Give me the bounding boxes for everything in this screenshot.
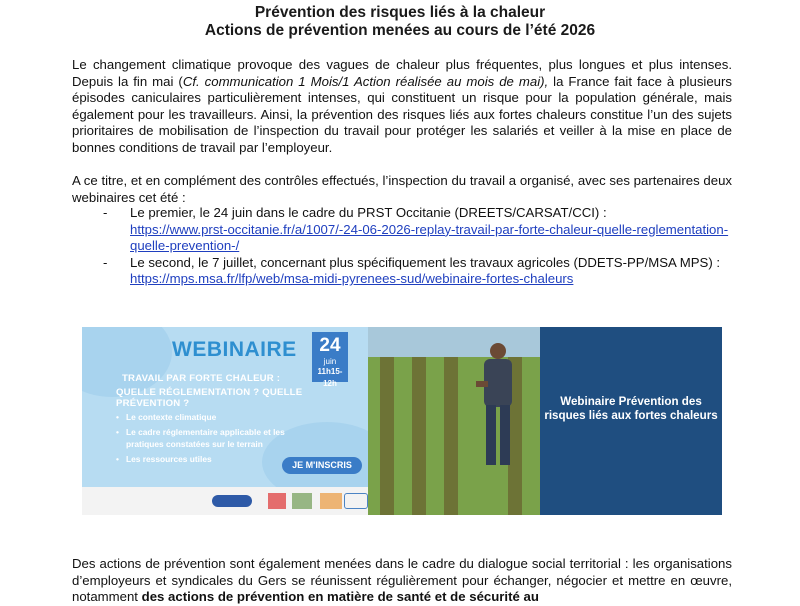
document-subtitle: Actions de prévention menées au cours de l’été 2026: [204, 22, 596, 39]
paragraph-social-part1: Des actions de prévention sont également menées dans le cadre du dialogue social territorial : les organisations d’employeurs et syndicales du Gers se réunissent régulièrement pour échanger, négocier et mettre en œuvre, notamment: [72, 556, 732, 605]
paragraph-intro-part1: Le changement climatique provoque des vagues de chaleur plus fréquentes, plus longues et plus intenses. Depuis la fin mai (: [72, 57, 732, 89]
banner-right-text: Webinaire Prévention des risques liés aux fortes chaleurs: [544, 395, 718, 423]
farmer-figure: [476, 341, 516, 481]
banner-subtitle-line1: TRAVAIL PAR FORTE CHALEUR :: [122, 373, 281, 384]
paragraph-webinars: A ce titre, et en complément des contrôles effectués, l’inspection du travail a organisé, avec ses partenaires deux webinaires cet été :: [72, 173, 732, 205]
banner-date-box: [312, 332, 348, 388]
webinar-banner-image: [82, 327, 722, 515]
field-furrow: [412, 357, 426, 515]
banner-right-panel: [540, 327, 722, 515]
list-dash: -: [103, 205, 108, 220]
field-furrow: [380, 357, 394, 515]
list-item-text: Le premier, le 24 juin dans le cadre du PRST Occitanie (DREETS/CARSAT/CCI) :: [130, 205, 607, 220]
register-button[interactable]: JE M'INSCRIS: [282, 457, 362, 474]
banner-date-month: juin: [323, 357, 337, 366]
paragraph-intro-italic: Cf. communication 1 Mois/1 Action réalisée au mois de mai),: [182, 73, 549, 89]
banner-date-hours: 11h15-12h: [317, 367, 343, 388]
carsat-logo: [344, 493, 368, 509]
webinar-list: [100, 205, 732, 288]
occitanie-logo: [212, 495, 252, 507]
webinar-link-prst[interactable]: https://www.prst-occitanie.fr/a/1007/-24-06-2026-replay-travail-par-forte-chaleur-quelle-reglementation-quelle-prevention-/: [130, 221, 729, 254]
farmer-field-photo: [368, 327, 540, 515]
paragraph-intro-part2: la France fait face à plusieurs épisodes caniculaires particulièrement intenses, qui constituent un risque pour la population générale, mais également pour les travailleurs. Ainsi, la prévention des risques liés aux fortes chaleurs constitue l’un des sujets prioritaires de mobilisation de l’inspection du travail pour protéger les salariés et veiller à la mise en place de bonnes conditions de travail par l’employeur.: [72, 73, 733, 155]
list-item-text: Le second, le 7 juillet, concernant plus spécifiquement les travaux agricoles (DDETS-PP/MSA MPS) :: [130, 254, 721, 270]
field-furrow: [444, 357, 458, 515]
list-item: [100, 205, 732, 255]
banner-date-day: 24: [319, 335, 341, 356]
republique-francaise-logo: [268, 493, 286, 509]
banner-bullet: • Le contexte climatique: [116, 411, 316, 423]
document-title: Prévention des risques liés à la chaleur: [254, 4, 546, 21]
prst-logo: [292, 493, 312, 509]
banner-bullet: • Le cadre réglementaire applicable et les pratiques constatées sur le terrain: [116, 426, 316, 450]
paragraph-social-dialogue: [72, 556, 732, 606]
list-item: [100, 255, 732, 288]
partner-logo: [320, 493, 342, 509]
webinar-link-msa[interactable]: https://mps.msa.fr/lfp/web/msa-midi-pyrenees-sud/webinaire-fortes-chaleurs: [130, 271, 574, 287]
list-dash: -: [103, 254, 108, 270]
paragraph-intro: [72, 57, 732, 157]
banner-subtitle-line2: QUELLE RÉGLEMENTATION ? QUELLE PRÉVENTION ?: [116, 387, 303, 409]
banner-left-panel: [82, 327, 368, 515]
paragraph-social-bold: des actions de prévention en matière de santé et de sécurité au: [141, 589, 539, 605]
banner-heading: WEBINAIRE: [172, 338, 297, 361]
banner-bullet: • Les ressources utiles: [116, 453, 316, 465]
